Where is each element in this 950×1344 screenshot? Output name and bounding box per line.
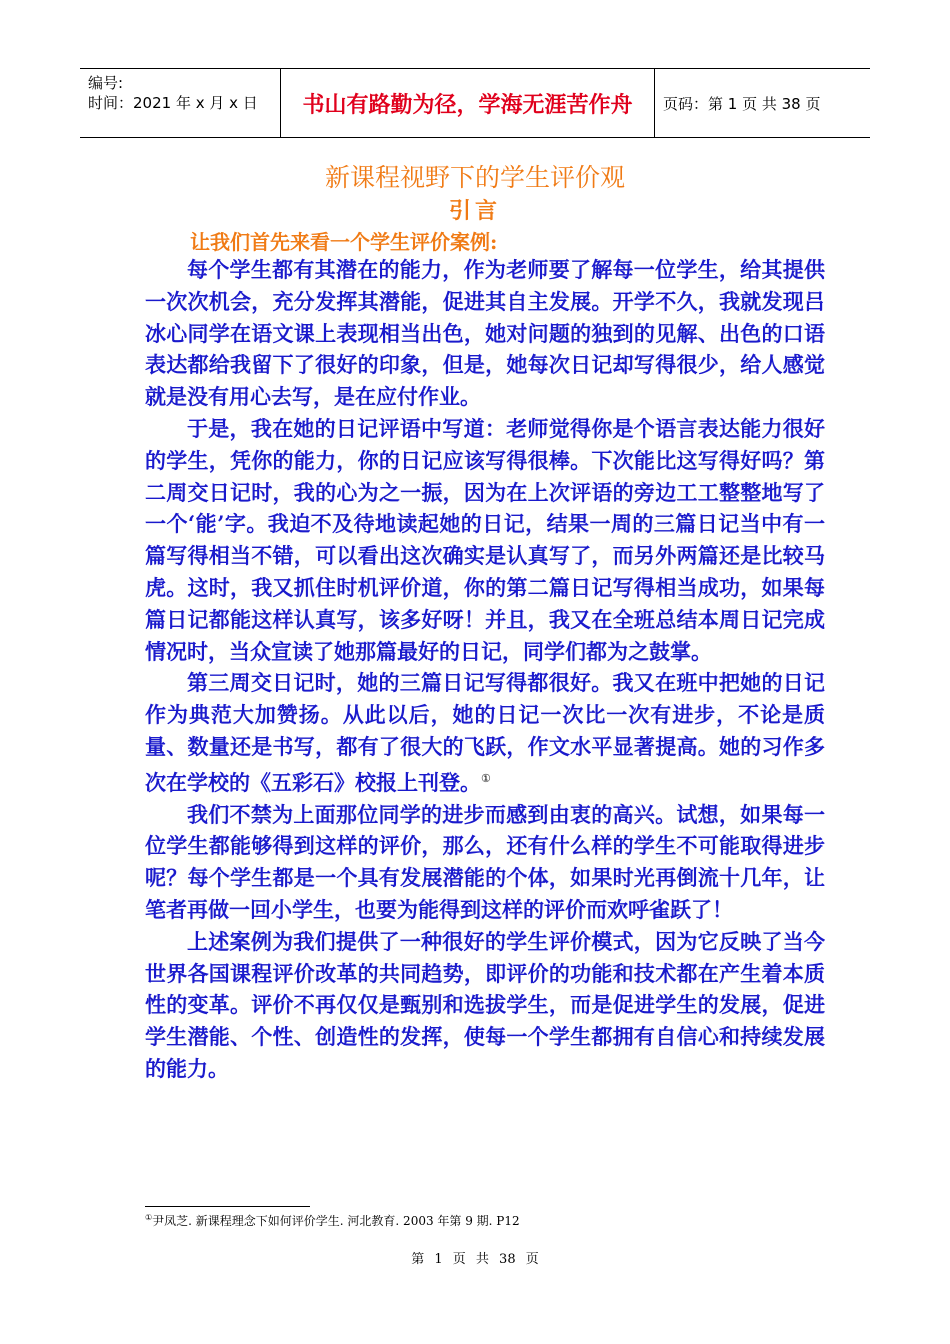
- time-label: 时间：2021 年 x 月 x 日: [88, 94, 258, 112]
- page-footer: 第 1 页 共 38 页: [411, 1252, 539, 1267]
- document-header: [80, 68, 870, 138]
- paragraph-4: 我们不禁为上面那位同学的进步而感到由衷的高兴。试想，如果每一位学生都能够得到这样的评价，那么，还有什么样的学生不可能取得进步呢？每个学生都是一个具有发展潜能的个体，如果时光再倒流十几年，让笔者再做一回小学生，也要为能得到这样的评价而欢呼雀跃了！: [145, 801, 825, 922]
- paragraph-1: 每个学生都有其潜在的能力，作为老师要了解每一位学生，给其提供一次次机会，充分发挥其潜能，促进其自主发展。开学不久，我就发现吕冰心同学在语文课上表现相当出色，她对问题的独到的见解、出色的口语表达都给我留下了很好的印象，但是，她每次日记却写得很少，给人感觉就是没有用心去写，是在应付作业。: [145, 257, 825, 410]
- paragraph-3-text: 第三周交日记时，她的三篇日记写得都很好。我又在班中把她的日记作为典范大加赞扬。从此以后，她的日记一次比一次有进步，不论是质量、数量还是书写，都有了很大的飞跃，作文水平显著提高。她的习作多次在学校的《五彩石》校报上刊登。: [145, 670, 825, 795]
- footnote-divider: [145, 1206, 310, 1207]
- header-page-info: 页码：第 1 页 共 38 页: [663, 94, 821, 113]
- footnote-text: 尹凤芝. 新课程理念下如何评价学生. 河北教育. 2003 年第 9 期. P12: [152, 1214, 520, 1228]
- number-label: 编号:: [88, 74, 124, 92]
- paragraph-2: 于是，我在她的日记评语中写道：老师觉得你是个语言表达能力很好的学生，凭你的能力，你的日记应该写得很棒。下次能比这写得好吗？第二周交日记时，我的心为之一振，因为在上次评语的旁边工工整整地写了一个‘能’字。我迫不及待地读起她的日记，结果一周的三篇日记当中有一篇写得相当不错，可以看出这次确实是认真写了，而另外两篇还是比较马虎。这时，我又抓住时机评价道，你的第二篇日记写得相当成功，如果每篇日记都能这样认真写，该多好呀！并且，我又在全班总结本周日记完成情况时，当众宣读了她那篇最好的日记，同学们都为之鼓掌。: [145, 415, 825, 664]
- paragraph-3: [145, 667, 825, 798]
- footnote-reference[interactable]: ①: [481, 771, 491, 785]
- header-motto: 书山有路勤为径，学海无涯苦作舟: [280, 69, 655, 137]
- document-title: 新课程视野下的学生评价观: [324, 163, 625, 192]
- footnote-marker: ①: [145, 1213, 153, 1222]
- body-text: [145, 254, 825, 1085]
- case-heading: 让我们首先来看一个学生评价案例:: [190, 230, 498, 254]
- section-heading: 引言: [448, 198, 501, 224]
- header-meta: [80, 69, 280, 137]
- footnote: [145, 1212, 520, 1229]
- paragraph-5: 上述案例为我们提供了一种很好的学生评价模式，因为它反映了当今世界各国课程评价改革的共同趋势，即评价的功能和技术都在产生着本质性的变革。评价不再仅仅是甄别和选拔学生，而是促进学生的发展，促进学生潜能、个性、创造性的发挥，使每一个学生都拥有自信心和持续发展的能力。: [145, 928, 825, 1081]
